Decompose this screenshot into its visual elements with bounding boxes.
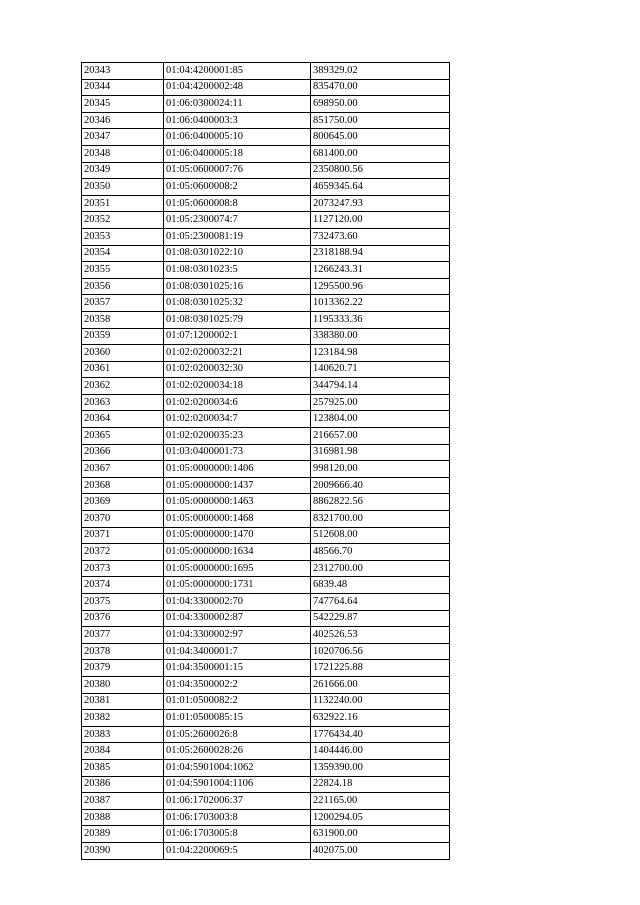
- row-number-cell: 20377: [82, 627, 164, 644]
- value-cell: 800645.00: [311, 129, 450, 146]
- row-number-cell: 20363: [82, 394, 164, 411]
- table-row: [82, 842, 450, 859]
- table-row: [82, 461, 450, 478]
- table-row: [82, 610, 450, 627]
- row-number-cell: 20382: [82, 710, 164, 727]
- row-number-cell: 20379: [82, 660, 164, 677]
- table-row: [82, 311, 450, 328]
- row-number-cell: 20370: [82, 511, 164, 528]
- row-number-cell: 20351: [82, 195, 164, 212]
- table-row: [82, 444, 450, 461]
- cadastral-number-cell: 01:04:3300002:70: [164, 594, 311, 611]
- table-row: [82, 428, 450, 445]
- cadastral-number-cell: 01:08:0301025:79: [164, 311, 311, 328]
- table-row: [82, 79, 450, 96]
- cadastral-number-cell: 01:05:0600007:76: [164, 162, 311, 179]
- row-number-cell: 20354: [82, 245, 164, 262]
- table-row: [82, 676, 450, 693]
- row-number-cell: 20387: [82, 793, 164, 810]
- row-number-cell: 20346: [82, 112, 164, 129]
- cadastral-number-cell: 01:02:0200032:30: [164, 361, 311, 378]
- cadastral-number-cell: 01:05:0600008:8: [164, 195, 311, 212]
- value-cell: 261666.00: [311, 676, 450, 693]
- value-cell: 1013362.22: [311, 295, 450, 312]
- value-cell: 1359390.00: [311, 759, 450, 776]
- table-row: [82, 129, 450, 146]
- row-number-cell: 20345: [82, 96, 164, 113]
- row-number-cell: 20378: [82, 643, 164, 660]
- cadastral-number-cell: 01:02:0200034:18: [164, 378, 311, 395]
- value-cell: 123184.98: [311, 345, 450, 362]
- cadastral-number-cell: 01:05:2600026:8: [164, 726, 311, 743]
- row-number-cell: 20386: [82, 776, 164, 793]
- value-cell: 338380.00: [311, 328, 450, 345]
- cadastral-number-cell: 01:08:0301025:16: [164, 278, 311, 295]
- cadastral-number-cell: 01:06:0400003:3: [164, 112, 311, 129]
- cadastral-number-cell: 01:04:2200069:5: [164, 842, 311, 859]
- cadastral-number-cell: 01:06:1702006:37: [164, 793, 311, 810]
- value-cell: 1132240.00: [311, 693, 450, 710]
- value-cell: 512608.00: [311, 527, 450, 544]
- table-row: [82, 262, 450, 279]
- table-row: [82, 195, 450, 212]
- cadastral-number-cell: 01:04:3500001:15: [164, 660, 311, 677]
- row-number-cell: 20385: [82, 759, 164, 776]
- table-row: [82, 809, 450, 826]
- cadastral-number-cell: 01:06:1703005:8: [164, 826, 311, 843]
- value-cell: 402075.00: [311, 842, 450, 859]
- cadastral-number-cell: 01:05:0000000:1437: [164, 477, 311, 494]
- cadastral-number-cell: 01:06:1703003:8: [164, 809, 311, 826]
- value-cell: 1404446.00: [311, 743, 450, 760]
- cadastral-number-cell: 01:04:4200002:48: [164, 79, 311, 96]
- row-number-cell: 20372: [82, 544, 164, 561]
- table-row: [82, 378, 450, 395]
- table-row: [82, 361, 450, 378]
- cadastral-number-cell: 01:05:2300074:7: [164, 212, 311, 229]
- table-row: [82, 759, 450, 776]
- row-number-cell: 20366: [82, 444, 164, 461]
- table-row: [82, 693, 450, 710]
- table-row: [82, 793, 450, 810]
- cadastral-number-cell: 01:05:0000000:1470: [164, 527, 311, 544]
- cadastral-number-cell: 01:04:3400001:7: [164, 643, 311, 660]
- cadastral-number-cell: 01:05:2300081:19: [164, 228, 311, 245]
- value-cell: 2350800.56: [311, 162, 450, 179]
- cadastral-number-cell: 01:08:0301025:32: [164, 295, 311, 312]
- row-number-cell: 20357: [82, 295, 164, 312]
- value-cell: 698950.00: [311, 96, 450, 113]
- table-row: [82, 112, 450, 129]
- cadastral-number-cell: 01:05:0000000:1695: [164, 560, 311, 577]
- row-number-cell: 20343: [82, 63, 164, 80]
- table-row: [82, 477, 450, 494]
- cadastral-number-cell: 01:05:0600008:2: [164, 179, 311, 196]
- row-number-cell: 20347: [82, 129, 164, 146]
- value-cell: 4659345.64: [311, 179, 450, 196]
- table-row: [82, 411, 450, 428]
- table-row: [82, 228, 450, 245]
- row-number-cell: 20364: [82, 411, 164, 428]
- row-number-cell: 20389: [82, 826, 164, 843]
- value-cell: 344794.14: [311, 378, 450, 395]
- table-row: [82, 295, 450, 312]
- value-cell: 1776434.40: [311, 726, 450, 743]
- row-number-cell: 20376: [82, 610, 164, 627]
- cadastral-number-cell: 01:04:3500002:2: [164, 676, 311, 693]
- value-cell: 257925.00: [311, 394, 450, 411]
- value-cell: 316981.98: [311, 444, 450, 461]
- table-row: [82, 743, 450, 760]
- value-cell: 1295500.96: [311, 278, 450, 295]
- table-row: [82, 726, 450, 743]
- cadastral-number-cell: 01:05:0000000:1406: [164, 461, 311, 478]
- table-row: [82, 179, 450, 196]
- row-number-cell: 20353: [82, 228, 164, 245]
- table-row: [82, 826, 450, 843]
- table-row: [82, 212, 450, 229]
- value-cell: 1200294.05: [311, 809, 450, 826]
- value-cell: 402526.53: [311, 627, 450, 644]
- table-row: [82, 710, 450, 727]
- row-number-cell: 20390: [82, 842, 164, 859]
- value-cell: 1127120.00: [311, 212, 450, 229]
- cadastral-number-cell: 01:05:0000000:1634: [164, 544, 311, 561]
- value-cell: 632922.16: [311, 710, 450, 727]
- value-cell: 2318188.94: [311, 245, 450, 262]
- cadastral-number-cell: 01:05:0000000:1463: [164, 494, 311, 511]
- row-number-cell: 20359: [82, 328, 164, 345]
- value-cell: 22824.18: [311, 776, 450, 793]
- value-cell: 1195333.36: [311, 311, 450, 328]
- value-cell: 8862822.56: [311, 494, 450, 511]
- value-cell: 732473.60: [311, 228, 450, 245]
- row-number-cell: 20388: [82, 809, 164, 826]
- table-row: [82, 345, 450, 362]
- cadastral-number-cell: 01:07:1200002:1: [164, 328, 311, 345]
- cadastral-number-cell: 01:02:0200032:21: [164, 345, 311, 362]
- table-row: [82, 145, 450, 162]
- row-number-cell: 20358: [82, 311, 164, 328]
- cadastral-number-cell: 01:05:0000000:1468: [164, 511, 311, 528]
- row-number-cell: 20373: [82, 560, 164, 577]
- row-number-cell: 20344: [82, 79, 164, 96]
- value-cell: 542229.87: [311, 610, 450, 627]
- row-number-cell: 20383: [82, 726, 164, 743]
- table-row: [82, 328, 450, 345]
- value-cell: 2312700.00: [311, 560, 450, 577]
- value-cell: 8321700.00: [311, 511, 450, 528]
- value-cell: 221165.00: [311, 793, 450, 810]
- cadastral-number-cell: 01:05:0000000:1731: [164, 577, 311, 594]
- value-cell: 216657.00: [311, 428, 450, 445]
- row-number-cell: 20368: [82, 477, 164, 494]
- cadastral-number-cell: 01:08:0301022:10: [164, 245, 311, 262]
- row-number-cell: 20356: [82, 278, 164, 295]
- cadastral-number-cell: 01:06:0400005:18: [164, 145, 311, 162]
- row-number-cell: 20374: [82, 577, 164, 594]
- value-cell: 835470.00: [311, 79, 450, 96]
- value-cell: 851750.00: [311, 112, 450, 129]
- table-row: [82, 245, 450, 262]
- value-cell: 1721225.88: [311, 660, 450, 677]
- table-row: [82, 643, 450, 660]
- cadastral-number-cell: 01:01:0500085:15: [164, 710, 311, 727]
- table-row: [82, 627, 450, 644]
- table-row: [82, 776, 450, 793]
- cadastral-number-cell: 01:04:5901004:1106: [164, 776, 311, 793]
- table-row: [82, 278, 450, 295]
- table-row: [82, 511, 450, 528]
- row-number-cell: 20361: [82, 361, 164, 378]
- value-cell: 747764.64: [311, 594, 450, 611]
- row-number-cell: 20352: [82, 212, 164, 229]
- value-cell: 6839.48: [311, 577, 450, 594]
- value-cell: 1020706.56: [311, 643, 450, 660]
- data-table: [81, 62, 450, 860]
- row-number-cell: 20371: [82, 527, 164, 544]
- table-row: [82, 63, 450, 80]
- row-number-cell: 20349: [82, 162, 164, 179]
- cadastral-number-cell: 01:04:5901004:1062: [164, 759, 311, 776]
- table-row: [82, 544, 450, 561]
- value-cell: 998120.00: [311, 461, 450, 478]
- table-row: [82, 594, 450, 611]
- cadastral-number-cell: 01:04:4200001:85: [164, 63, 311, 80]
- value-cell: 1266243.31: [311, 262, 450, 279]
- table-row: [82, 96, 450, 113]
- cadastral-number-cell: 01:04:3300002:97: [164, 627, 311, 644]
- value-cell: 123804.00: [311, 411, 450, 428]
- table-row: [82, 162, 450, 179]
- table-row: [82, 527, 450, 544]
- value-cell: 631900.00: [311, 826, 450, 843]
- cadastral-number-cell: 01:02:0200034:6: [164, 394, 311, 411]
- value-cell: 389329.02: [311, 63, 450, 80]
- table-row: [82, 660, 450, 677]
- cadastral-number-cell: 01:06:0300024:11: [164, 96, 311, 113]
- value-cell: 48566.70: [311, 544, 450, 561]
- row-number-cell: 20348: [82, 145, 164, 162]
- cadastral-number-cell: 01:03:0400001:73: [164, 444, 311, 461]
- row-number-cell: 20375: [82, 594, 164, 611]
- row-number-cell: 20362: [82, 378, 164, 395]
- table-body: [82, 63, 450, 860]
- cadastral-number-cell: 01:08:0301023:5: [164, 262, 311, 279]
- table-row: [82, 577, 450, 594]
- table-row: [82, 560, 450, 577]
- row-number-cell: 20384: [82, 743, 164, 760]
- value-cell: 140620.71: [311, 361, 450, 378]
- table-row: [82, 394, 450, 411]
- row-number-cell: 20381: [82, 693, 164, 710]
- value-cell: 681400.00: [311, 145, 450, 162]
- cadastral-number-cell: 01:02:0200034:7: [164, 411, 311, 428]
- value-cell: 2009666.40: [311, 477, 450, 494]
- row-number-cell: 20355: [82, 262, 164, 279]
- row-number-cell: 20360: [82, 345, 164, 362]
- cadastral-number-cell: 01:06:0400005:10: [164, 129, 311, 146]
- row-number-cell: 20350: [82, 179, 164, 196]
- cadastral-number-cell: 01:04:3300002:87: [164, 610, 311, 627]
- cadastral-number-cell: 01:01:0500082:2: [164, 693, 311, 710]
- cadastral-number-cell: 01:05:2600028:26: [164, 743, 311, 760]
- row-number-cell: 20365: [82, 428, 164, 445]
- row-number-cell: 20380: [82, 676, 164, 693]
- row-number-cell: 20367: [82, 461, 164, 478]
- value-cell: 2073247.93: [311, 195, 450, 212]
- cadastral-number-cell: 01:02:0200035:23: [164, 428, 311, 445]
- table-row: [82, 494, 450, 511]
- row-number-cell: 20369: [82, 494, 164, 511]
